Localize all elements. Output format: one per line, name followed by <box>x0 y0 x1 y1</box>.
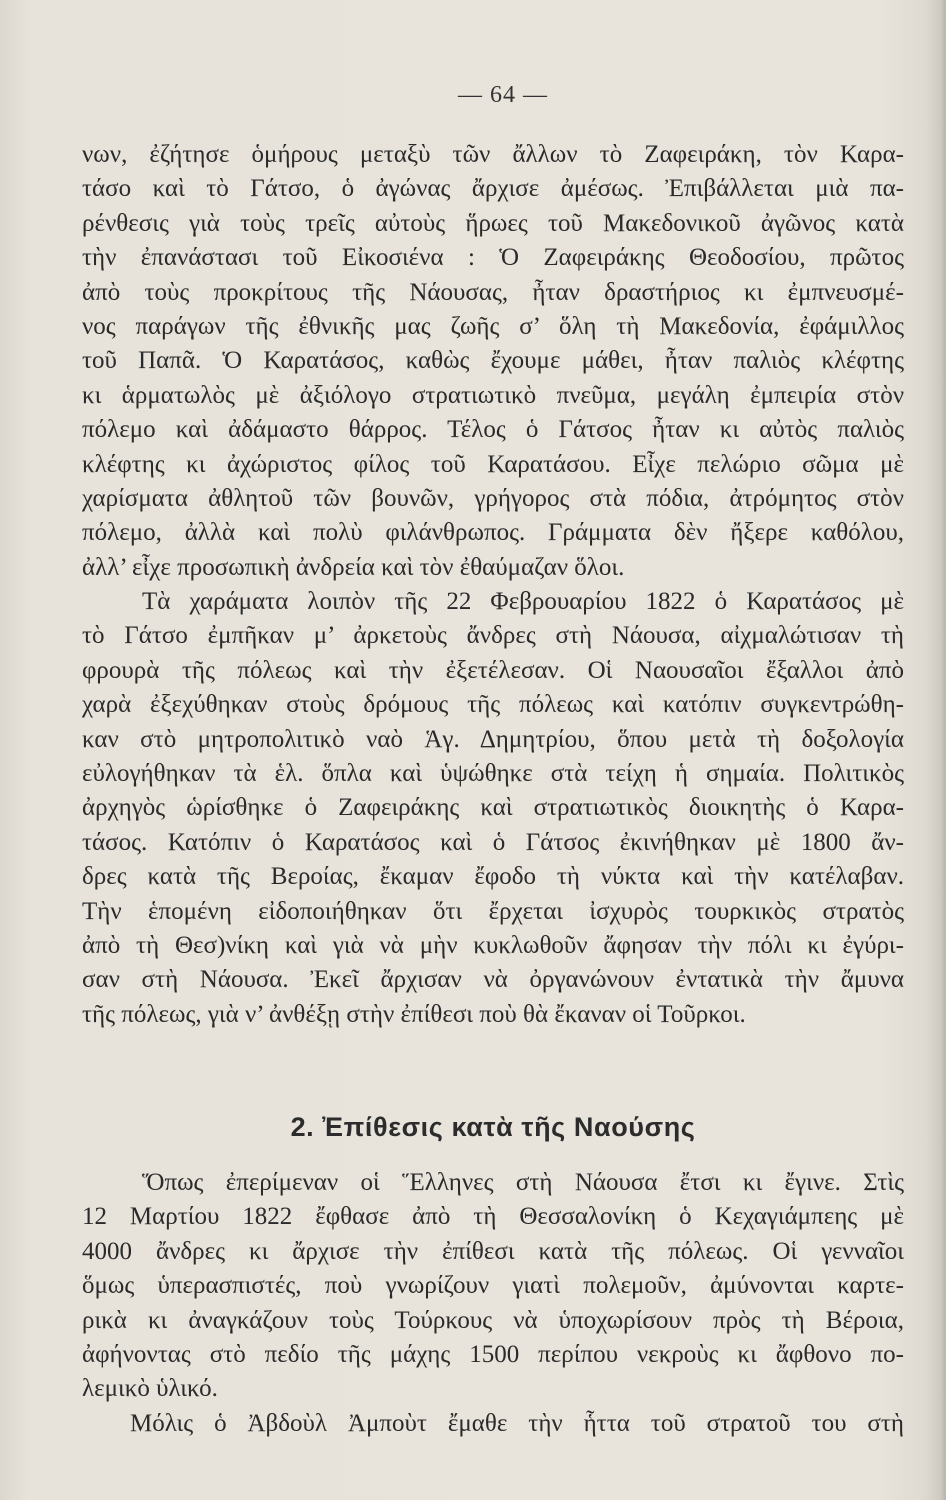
body-text-lower <box>82 1166 904 1441</box>
text-line: τάσο καὶ τὸ Γάτσο, ὁ ἀγώνας ἄρχισε ἀμέσως. Ἐπιβάλλεται μιὰ πα- <box>82 175 904 203</box>
text-line: Μόλις ὁ Ἀβδοὺλ Ἀμποὺτ ἔμαθε τὴν ἧττα τοῦ στρατοῦ του στὴ <box>130 1409 904 1437</box>
text-line: ρένθεσις γιὰ τοὺς τρεῖς αὐτοὺς ἥρωες τοῦ Μακεδονικοῦ ἀγῶνος κατὰ <box>82 209 904 237</box>
text-line: κλέφτης κι ἀχώριστος φίλος τοῦ Καρατάσου. Εἶχε πελώριο σῶμα μὲ <box>82 450 904 478</box>
text-line: πόλεμο καὶ ἀδάμαστο θάρρος. Τέλος ὁ Γάτσος ἦταν κι αὐτὸς παλιὸς <box>82 416 904 444</box>
text-line: φρουρὰ τῆς πόλεως καὶ τὴν ἐξετέλεσαν. Οἱ Ναουσαῖοι ἔξαλλοι ἀπὸ <box>82 656 904 684</box>
text-line: ἀρχηγὸς ὡρίσθηκε ὁ Ζαφειράκης καὶ στρατιωτικὸς διοικητὴς ὁ Καρα- <box>82 794 904 822</box>
paragraph-4 <box>82 1407 904 1441</box>
text-line: εὐλογήθηκαν τὰ ἑλ. ὅπλα καὶ ὑψώθηκε στὰ τείχη ἡ σημαία. Πολιτικὸς <box>82 760 904 788</box>
paragraph-1 <box>82 138 904 585</box>
text-line: χαρὰ ἐξεχύθηκαν στοὺς δρόμους τῆς πόλεως καὶ κατόπιν συγκεντρώθη- <box>82 691 904 719</box>
text-line: λεμικὸ ὑλικό. <box>82 1375 218 1403</box>
text-line: ἀπὸ τοὺς προκρίτους τῆς Νάουσας, ἦταν δραστήριος κι ἐμπνευσμέ- <box>82 278 904 306</box>
text-line: 12 Μαρτίου 1822 ἔφθασε ἀπὸ τὴ Θεσσαλονίκη ὁ Κεχαγιάμπεης μὲ <box>82 1203 904 1231</box>
text-line: τῆς πόλεως, γιὰ ν’ ἀνθέξῃ στὴν ἐπίθεσι ποὺ θὰ ἔκαναν οἱ Τοῦρκοι. <box>82 1000 746 1028</box>
text-line: καν στὸ μητροπολιτικὸ ναὸ Ἁγ. Δημητρίου, ὅπου μετὰ τὴ δοξολογία <box>82 725 904 753</box>
text-line: Τὰ χαράματα λοιπὸν τῆς 22 Φεβρουαρίου 1822 ὁ Καρατάσος μὲ <box>142 588 904 616</box>
text-line: σαν στὴ Νάουσα. Ἐκεῖ ἄρχισαν νὰ ὀργανώνουν ἐντατικὰ τὴν ἄμυνα <box>82 966 904 994</box>
text-line: κι ἁρματωλὸς μὲ ἀξιόλογο στρατιωτικὸ πνεῦμα, μεγάλη ἐμπειρία στὸν <box>82 381 904 409</box>
text-line: 4000 ἄνδρες κι ἄρχισε τὴν ἐπίθεσι κατὰ τῆς πόλεως. Οἱ γενναῖοι <box>82 1237 904 1265</box>
text-line: πόλεμο, ἀλλὰ καὶ πολὺ φιλάνθρωπος. Γράμματα δὲν ἤξερε καθόλου, <box>82 519 904 547</box>
text-line: νος παράγων τῆς ἐθνικῆς μας ζωῆς σ’ ὅλη τὴ Μακεδονία, ἐφάμιλλος <box>82 312 904 340</box>
paragraph-2 <box>82 585 904 1032</box>
text-line: νων, ἐζήτησε ὁμήρους μεταξὺ τῶν ἄλλων τὸ Ζαφειράκη, τὸν Καρα- <box>82 141 904 168</box>
text-line: ἀπὸ τὴ Θεσ)νίκη καὶ γιὰ νὰ μὴν κυκλωθοῦν ἄφησαν τὴν πόλι κι ἐγύρι- <box>82 931 904 959</box>
text-line: τάσος. Κατόπιν ὁ Καρατάσος καὶ ὁ Γάτσος ἐκινήθηκαν μὲ 1800 ἄν- <box>82 828 904 856</box>
text-line: ἀλλ’ εἶχε προσωπικὴ ἀνδρεία καὶ τὸν ἐθαύμαζαν ὅλοι. <box>82 553 625 581</box>
text-line: δρες κατὰ τῆς Βεροίας, ἔκαμαν ἔφοδο τὴ νύκτα καὶ τὴν κατέλαβαν. <box>82 863 904 891</box>
paragraph-3 <box>82 1166 904 1407</box>
text-line: Τὴν ἑπομένη εἰδοποιήθηκαν ὅτι ἔρχεται ἰσχυρὸς τουρκικὸς στρατὸς <box>82 897 904 925</box>
text-line: Ὅπως ἐπερίμεναν οἱ Ἕλληνες στὴ Νάουσα ἔτσι κι ἔγινε. Στὶς <box>142 1169 904 1196</box>
body-text-upper <box>82 138 904 1032</box>
text-line: χαρίσματα ἀθλητοῦ τῶν βουνῶν, γρήγορος στὰ πόδια, ἀτρόμητος στὸν <box>82 484 904 512</box>
text-line: τοῦ Παπᾶ. Ὁ Καρατάσος, καθὼς ἔχουμε μάθει, ἦταν παλιὸς κλέφτης <box>82 347 904 375</box>
text-line: ὅμως ὑπερασπιστές, ποὺ γνωρίζουν γιατὶ πολεμοῦν, ἀμύνονται καρτε- <box>82 1272 904 1300</box>
section-heading: 2. Ἐπίθεσις κατὰ τῆς Ναούσης <box>290 1112 696 1143</box>
text-line: τὸ Γάτσο ἐμπῆκαν μ’ ἀρκετοὺς ἄνδρες στὴ Νάουσα, αἰχμαλώτισαν τὴ <box>82 622 904 650</box>
text-line: τὴν ἐπανάστασι τοῦ Εἰκοσιένα : Ὁ Ζαφειράκης Θεοδοσίου, πρῶτος <box>82 244 904 272</box>
text-line: ἀφήνοντας στὸ πεδίο τῆς μάχης 1500 περίπου νεκροὺς κι ἄφθονο πο- <box>82 1340 904 1368</box>
page-number: — 64 — <box>458 82 548 108</box>
text-line: ρικὰ κι ἀναγκάζουν τοὺς Τούρκους νὰ ὑποχωρίσουν πρὸς τὴ Βέροια, <box>82 1306 904 1334</box>
